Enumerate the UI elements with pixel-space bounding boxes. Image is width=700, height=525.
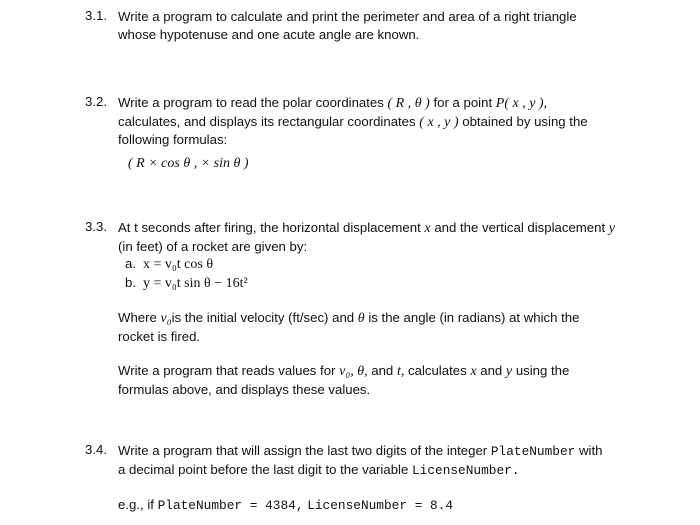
var-y: y [505, 364, 513, 379]
text: using the [515, 363, 570, 378]
problem-text-line: rocket is fired. [118, 328, 201, 344]
text: Write a program that reads values for [118, 363, 336, 378]
text: e.g., if [118, 497, 154, 512]
equation: y = v₀t sin θ − 16t² [143, 275, 248, 291]
problem-3-2 [85, 94, 645, 172]
problem-text-line [118, 113, 645, 132]
code-plate-number: PlateNumber [490, 444, 576, 459]
problem-text-line: following formulas: [118, 132, 228, 147]
problem-text-line: formulas above, and displays these values. [118, 381, 371, 397]
example-line [118, 496, 645, 515]
problem-text-line: Write a program to calculate and print the perimeter and area of a right triangle [118, 9, 577, 24]
problem-text-line [118, 461, 645, 480]
problem-text-line [118, 94, 645, 113]
equation-list [118, 255, 645, 292]
text: a decimal point before the last digit to the variable [118, 461, 409, 477]
text: Where [118, 310, 157, 325]
var-y: y [608, 221, 616, 236]
code-example: LicenseNumber = 8.4 [307, 498, 454, 513]
rect-coordinates: ( x , y ) [419, 114, 459, 130]
problem-3-1 [85, 8, 645, 43]
formula: ( R × cos θ , × sin θ ) [128, 155, 249, 171]
text: is the initial velocity (ft/sec) and [171, 310, 355, 325]
var-x: x [470, 364, 477, 379]
problem-number: 3.1. [85, 8, 107, 23]
code-example: PlateNumber = 4384, [157, 498, 304, 513]
var-theta: θ [357, 311, 365, 326]
problem-text-line [118, 442, 645, 461]
problem-text-line [118, 362, 645, 381]
point-notation: P( x , y ), [495, 96, 548, 111]
problem-text-line [118, 309, 645, 328]
text: and [480, 363, 503, 378]
problem-number: 3.2. [85, 94, 107, 109]
equation-label: b. [125, 274, 136, 290]
problem-number: 3.3. [85, 219, 107, 234]
text: Write a program to read the polar coordinates [118, 95, 384, 110]
equation-item [125, 255, 645, 274]
equation: x = v₀t cos θ [143, 257, 214, 272]
text: obtained by using the [462, 113, 588, 129]
code-license-number: LicenseNumber. [411, 462, 520, 478]
text: At t seconds after firing, the horizontal displacement [118, 220, 421, 235]
problem-3-4 [85, 442, 645, 515]
var-v0: v₀ [160, 311, 172, 326]
var-x: x [424, 221, 431, 236]
text: Write a program that will assign the last two digits of the integer [118, 443, 488, 458]
problem-text-line: (in feet) of a rocket are given by: [118, 238, 308, 254]
text: and [371, 363, 394, 378]
problem-text-line [118, 219, 645, 238]
text: for a point [433, 95, 493, 110]
equation-label: a. [125, 256, 136, 271]
vars: v₀, θ, [339, 364, 368, 379]
text: calculates [408, 363, 467, 378]
text: and the vertical displacement [434, 220, 606, 235]
problem-text-line: whose hypotenuse and one acute angle are known. [118, 26, 420, 42]
equation-item [125, 274, 645, 293]
polar-coordinates: ( R , θ ) [387, 96, 430, 111]
text: with [579, 443, 603, 458]
var-t: t, [396, 364, 405, 379]
text: is the angle (in radians) at which the [368, 310, 580, 325]
problem-number: 3.4. [85, 442, 107, 457]
text: calculates, and displays its rectangular coordinates [118, 113, 416, 129]
problem-3-3 [85, 219, 645, 398]
